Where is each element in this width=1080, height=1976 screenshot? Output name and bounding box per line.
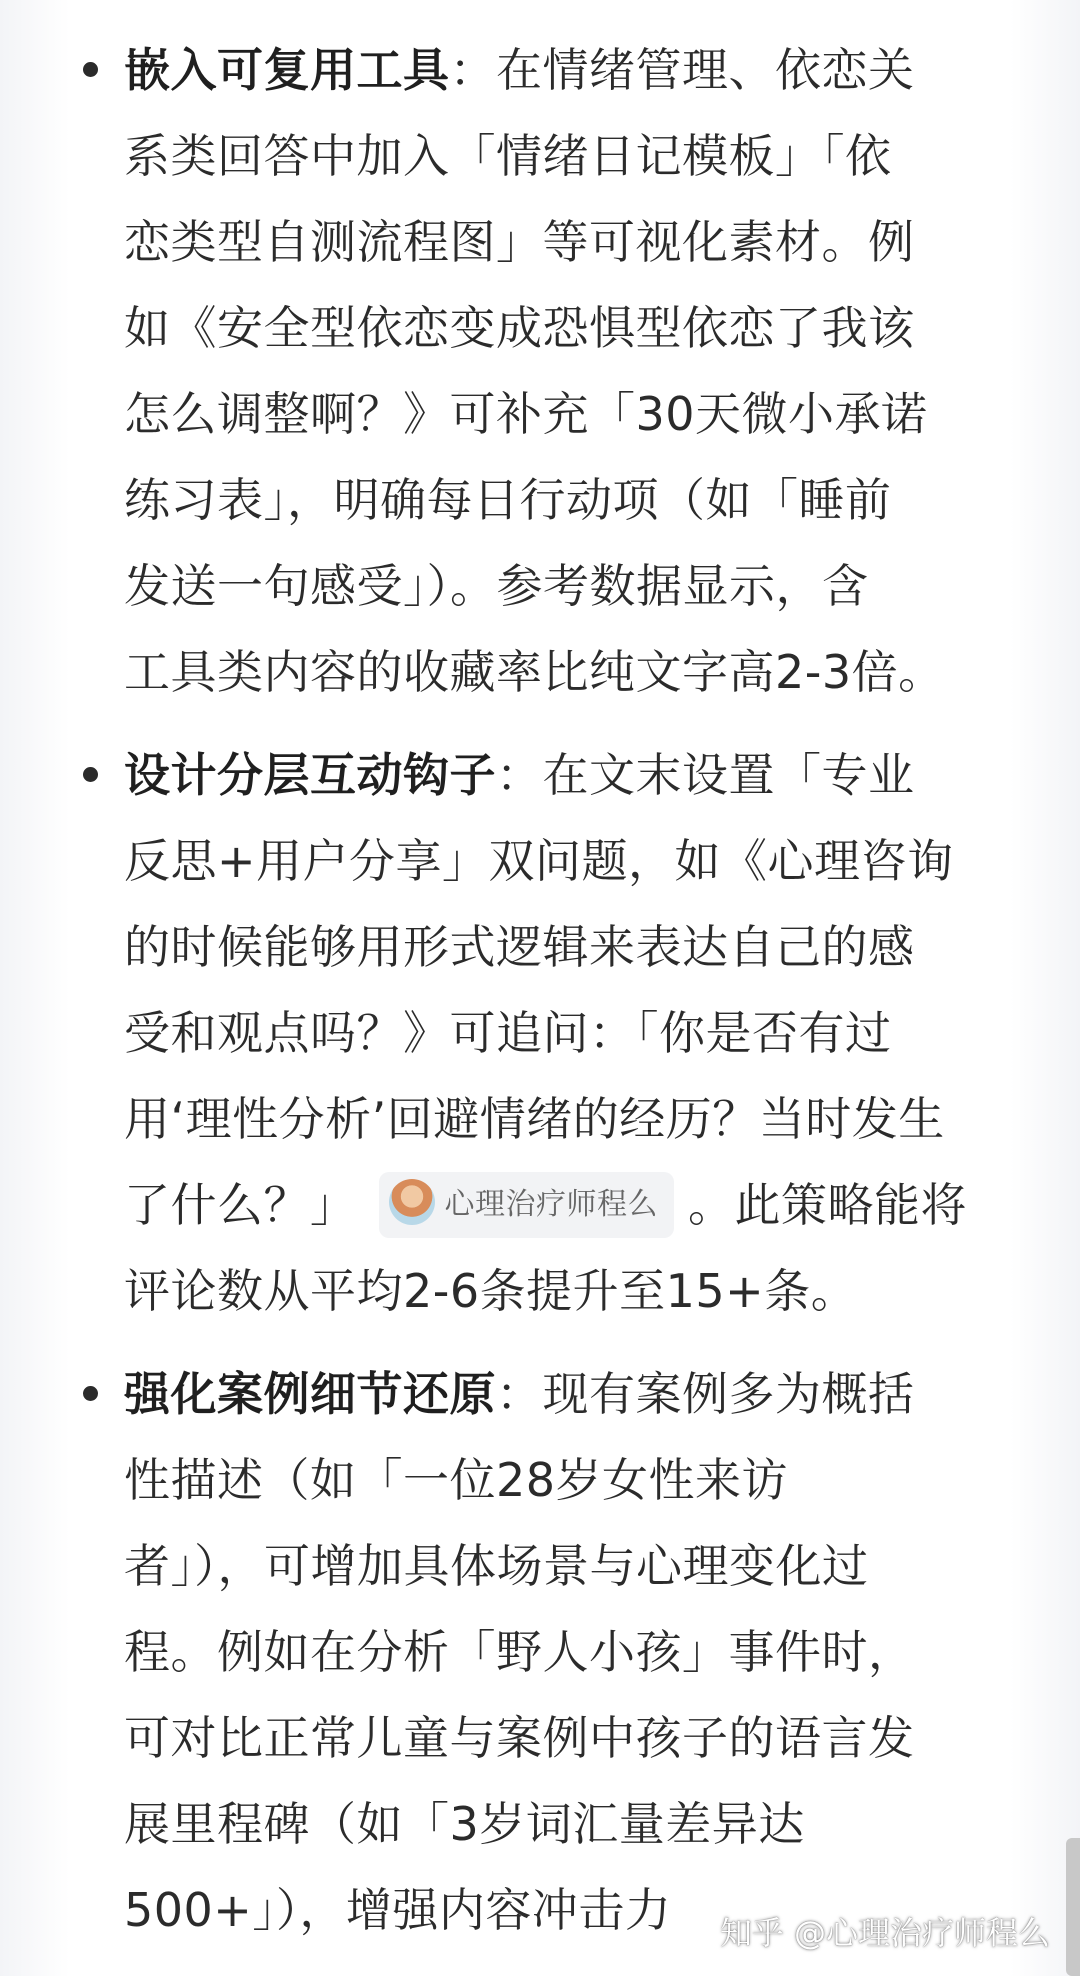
list-item-text: 练习表」，明确每日行动项（如「睡前 (124, 473, 892, 527)
list-item-text: 的时候能够用形式逻辑来表达自己的感 (124, 920, 915, 974)
list-item-text: 性描述（如「一位28岁女性来访 (124, 1453, 789, 1507)
scrollbar-thumb[interactable] (1066, 1838, 1080, 1976)
zhihu-watermark: 知乎 @心理治疗师程么 (719, 1914, 1050, 1952)
list-item-first-line (124, 27, 915, 113)
list-item-heading: 设计分层互动钩子 (124, 748, 496, 802)
list-item-text: 如《安全型依恋变成恐惧型依恋了我该 (124, 301, 915, 355)
list-item-text: 者」），可增加具体场景与心理变化过 (124, 1539, 869, 1593)
author-avatar (389, 1179, 435, 1225)
list-item-text: 用‘理性分析’回避情绪的经历？当时发生 (124, 1092, 945, 1146)
list-item-chip-line (124, 1162, 967, 1248)
list-item-text: 了什么？」 (124, 1178, 357, 1232)
list-item-text: 怎么调整啊？》可补充「30天微小承诺 (124, 387, 928, 441)
list-item-heading: 强化案例细节还原 (124, 1367, 496, 1421)
list-item-text: 工具类内容的收藏率比纯文字高2-3倍。 (124, 645, 945, 699)
list-item-first-line (124, 1351, 915, 1437)
list-item-text: ：在情绪管理、依恋关 (449, 43, 915, 97)
author-mention-chip[interactable] (379, 1172, 675, 1238)
list-item-text: 反思+用户分享」双问题，如《心理咨询 (124, 834, 954, 888)
list-item-text: ：现有案例多为概括 (496, 1367, 915, 1421)
list-item-text: 展里程碑（如「3岁词汇量差异达 (124, 1797, 805, 1851)
list-item-text: 恋类型自测流程图」等可视化素材。例 (124, 215, 915, 269)
list-item-text: ：在文末设置「专业 (496, 748, 915, 802)
list-item-text: 。此策略能将 (688, 1178, 967, 1232)
list-item-heading: 嵌入可复用工具 (124, 43, 450, 97)
list-item-text: 程。例如在分析「野人小孩」事件时， (124, 1625, 915, 1679)
list-item-text: 受和观点吗？》可追问：「你是否有过 (124, 1006, 892, 1060)
author-mention-label: 心理治疗师程么 (444, 1186, 658, 1222)
bullet-dot (83, 767, 98, 782)
list-item-text: 评论数从平均2-6条提升至15+条。 (124, 1264, 858, 1318)
list-item-text: 系类回答中加入「情绪日记模板」「依 (124, 129, 892, 183)
bullet-dot (83, 1386, 98, 1401)
list-item-text: 发送一句感受」）。参考数据显示，含 (124, 559, 869, 613)
list-item-text: 500+」），增强内容冲击力 (124, 1883, 672, 1937)
list-item-text: 可对比正常儿童与案例中孩子的语言发 (124, 1711, 915, 1765)
list-item-first-line (124, 732, 915, 818)
bullet-dot (83, 62, 98, 77)
